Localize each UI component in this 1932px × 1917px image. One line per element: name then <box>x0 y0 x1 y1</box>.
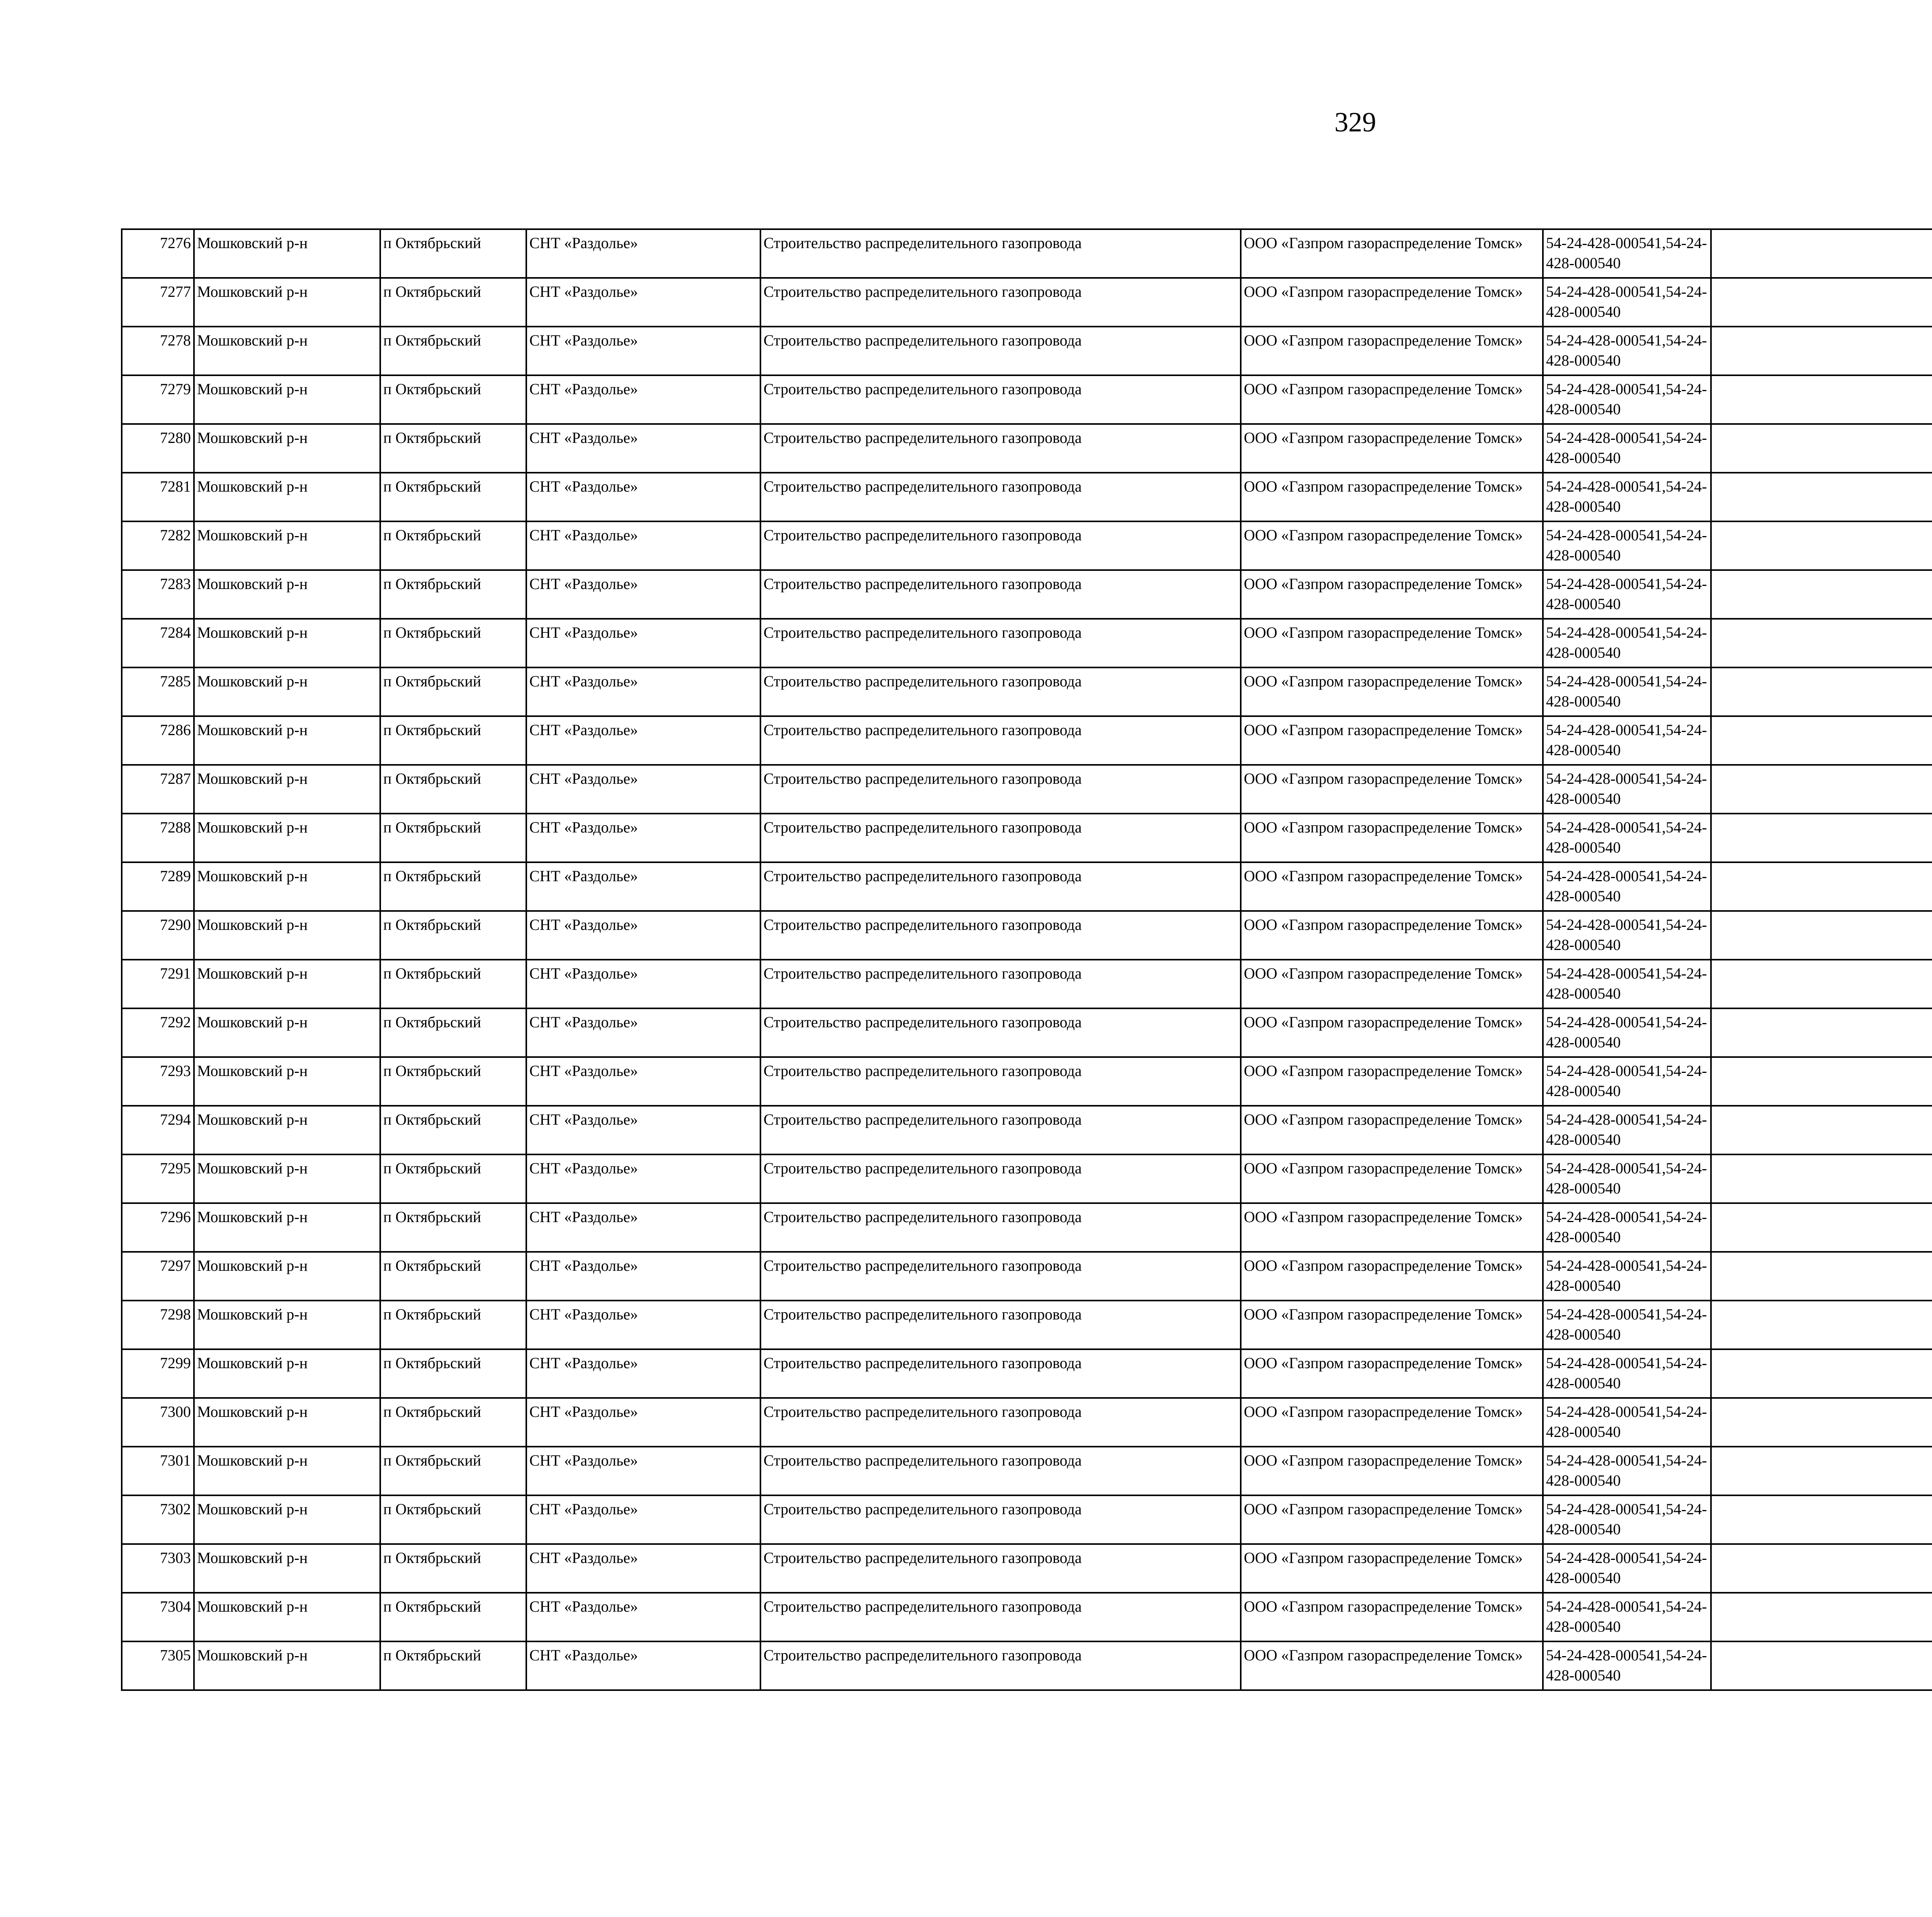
district-cell: Мошковский р-н <box>194 1301 380 1349</box>
extra-cell <box>1711 1154 1932 1203</box>
organization-cell: ООО «Газпром газораспределение Томск» <box>1241 1349 1543 1398</box>
row-number-cell: 7298 <box>122 1301 194 1349</box>
extra-cell <box>1711 716 1932 765</box>
settlement-cell: п Октябрьский <box>380 716 526 765</box>
work-type-cell: Строительство распределительного газопровода <box>760 862 1241 911</box>
row-number-cell: 7284 <box>122 619 194 667</box>
extra-cell <box>1711 473 1932 521</box>
work-type-cell: Строительство распределительного газопровода <box>760 229 1241 278</box>
snt-cell: СНТ «Раздолье» <box>526 1398 760 1447</box>
work-type-cell: Строительство распределительного газопровода <box>760 1593 1241 1641</box>
snt-cell: СНТ «Раздолье» <box>526 716 760 765</box>
organization-cell: ООО «Газпром газораспределение Томск» <box>1241 1593 1543 1641</box>
extra-cell <box>1711 229 1932 278</box>
organization-cell: ООО «Газпром газораспределение Томск» <box>1241 911 1543 960</box>
organization-cell: ООО «Газпром газораспределение Томск» <box>1241 1544 1543 1593</box>
row-number-cell: 7302 <box>122 1495 194 1544</box>
table-row <box>122 716 1932 765</box>
settlement-cell: п Октябрьский <box>380 960 526 1008</box>
row-number-cell: 7304 <box>122 1593 194 1641</box>
cadastral-code-cell: 54-24-428-000541,54-24-428-000540 <box>1543 229 1711 278</box>
district-cell: Мошковский р-н <box>194 375 380 424</box>
settlement-cell: п Октябрьский <box>380 1008 526 1057</box>
snt-cell: СНТ «Раздолье» <box>526 473 760 521</box>
snt-cell: СНТ «Раздолье» <box>526 667 760 716</box>
snt-cell: СНТ «Раздолье» <box>526 960 760 1008</box>
row-number-cell: 7278 <box>122 327 194 375</box>
row-number-cell: 7281 <box>122 473 194 521</box>
extra-cell <box>1711 1301 1932 1349</box>
organization-cell: ООО «Газпром газораспределение Томск» <box>1241 619 1543 667</box>
district-cell: Мошковский р-н <box>194 1057 380 1106</box>
district-cell: Мошковский р-н <box>194 862 380 911</box>
registry-table <box>121 228 1932 1691</box>
page-number: 329 <box>1334 107 1376 138</box>
work-type-cell: Строительство распределительного газопровода <box>760 1641 1241 1690</box>
table-body <box>122 229 1932 1690</box>
snt-cell: СНТ «Раздолье» <box>526 1641 760 1690</box>
row-number-cell: 7305 <box>122 1641 194 1690</box>
work-type-cell: Строительство распределительного газопровода <box>760 1008 1241 1057</box>
organization-cell: ООО «Газпром газораспределение Томск» <box>1241 716 1543 765</box>
cadastral-code-cell: 54-24-428-000541,54-24-428-000540 <box>1543 327 1711 375</box>
extra-cell <box>1711 960 1932 1008</box>
extra-cell <box>1711 1008 1932 1057</box>
table-row <box>122 278 1932 327</box>
organization-cell: ООО «Газпром газораспределение Томск» <box>1241 375 1543 424</box>
table-row <box>122 424 1932 473</box>
settlement-cell: п Октябрьский <box>380 1203 526 1252</box>
row-number-cell: 7290 <box>122 911 194 960</box>
row-number-cell: 7288 <box>122 814 194 862</box>
snt-cell: СНТ «Раздолье» <box>526 327 760 375</box>
cadastral-code-cell: 54-24-428-000541,54-24-428-000540 <box>1543 570 1711 619</box>
settlement-cell: п Октябрьский <box>380 1447 526 1495</box>
snt-cell: СНТ «Раздолье» <box>526 1203 760 1252</box>
table-row <box>122 619 1932 667</box>
extra-cell <box>1711 1203 1932 1252</box>
organization-cell: ООО «Газпром газораспределение Томск» <box>1241 570 1543 619</box>
work-type-cell: Строительство распределительного газопровода <box>760 911 1241 960</box>
cadastral-code-cell: 54-24-428-000541,54-24-428-000540 <box>1543 1154 1711 1203</box>
snt-cell: СНТ «Раздолье» <box>526 1593 760 1641</box>
settlement-cell: п Октябрьский <box>380 1252 526 1301</box>
cadastral-code-cell: 54-24-428-000541,54-24-428-000540 <box>1543 667 1711 716</box>
settlement-cell: п Октябрьский <box>380 229 526 278</box>
settlement-cell: п Октябрьский <box>380 521 526 570</box>
settlement-cell: п Октябрьский <box>380 1398 526 1447</box>
extra-cell <box>1711 1495 1932 1544</box>
organization-cell: ООО «Газпром газораспределение Томск» <box>1241 1203 1543 1252</box>
settlement-cell: п Октябрьский <box>380 1349 526 1398</box>
district-cell: Мошковский р-н <box>194 473 380 521</box>
organization-cell: ООО «Газпром газораспределение Томск» <box>1241 1641 1543 1690</box>
table-row <box>122 1398 1932 1447</box>
district-cell: Мошковский р-н <box>194 1641 380 1690</box>
snt-cell: СНТ «Раздолье» <box>526 862 760 911</box>
work-type-cell: Строительство распределительного газопровода <box>760 1154 1241 1203</box>
district-cell: Мошковский р-н <box>194 1593 380 1641</box>
work-type-cell: Строительство распределительного газопровода <box>760 1106 1241 1154</box>
cadastral-code-cell: 54-24-428-000541,54-24-428-000540 <box>1543 1008 1711 1057</box>
row-number-cell: 7295 <box>122 1154 194 1203</box>
cadastral-code-cell: 54-24-428-000541,54-24-428-000540 <box>1543 960 1711 1008</box>
snt-cell: СНТ «Раздолье» <box>526 229 760 278</box>
extra-cell <box>1711 862 1932 911</box>
organization-cell: ООО «Газпром газораспределение Томск» <box>1241 765 1543 814</box>
cadastral-code-cell: 54-24-428-000541,54-24-428-000540 <box>1543 1495 1711 1544</box>
row-number-cell: 7280 <box>122 424 194 473</box>
district-cell: Мошковский р-н <box>194 1252 380 1301</box>
table-row <box>122 375 1932 424</box>
settlement-cell: п Октябрьский <box>380 1301 526 1349</box>
settlement-cell: п Октябрьский <box>380 473 526 521</box>
settlement-cell: п Октябрьский <box>380 1593 526 1641</box>
row-number-cell: 7296 <box>122 1203 194 1252</box>
snt-cell: СНТ «Раздолье» <box>526 814 760 862</box>
cadastral-code-cell: 54-24-428-000541,54-24-428-000540 <box>1543 278 1711 327</box>
extra-cell <box>1711 424 1932 473</box>
organization-cell: ООО «Газпром газораспределение Томск» <box>1241 229 1543 278</box>
table-row <box>122 1252 1932 1301</box>
organization-cell: ООО «Газпром газораспределение Томск» <box>1241 862 1543 911</box>
extra-cell <box>1711 1593 1932 1641</box>
district-cell: Мошковский р-н <box>194 1154 380 1203</box>
extra-cell <box>1711 619 1932 667</box>
cadastral-code-cell: 54-24-428-000541,54-24-428-000540 <box>1543 1544 1711 1593</box>
row-number-cell: 7301 <box>122 1447 194 1495</box>
settlement-cell: п Октябрьский <box>380 1641 526 1690</box>
work-type-cell: Строительство распределительного газопровода <box>760 765 1241 814</box>
work-type-cell: Строительство распределительного газопровода <box>760 278 1241 327</box>
organization-cell: ООО «Газпром газораспределение Томск» <box>1241 473 1543 521</box>
snt-cell: СНТ «Раздолье» <box>526 1154 760 1203</box>
snt-cell: СНТ «Раздолье» <box>526 1252 760 1301</box>
district-cell: Мошковский р-н <box>194 521 380 570</box>
organization-cell: ООО «Газпром газораспределение Томск» <box>1241 1008 1543 1057</box>
cadastral-code-cell: 54-24-428-000541,54-24-428-000540 <box>1543 911 1711 960</box>
organization-cell: ООО «Газпром газораспределение Томск» <box>1241 1057 1543 1106</box>
settlement-cell: п Октябрьский <box>380 278 526 327</box>
district-cell: Мошковский р-н <box>194 1106 380 1154</box>
table-row <box>122 814 1932 862</box>
settlement-cell: п Октябрьский <box>380 375 526 424</box>
extra-cell <box>1711 327 1932 375</box>
extra-cell <box>1711 570 1932 619</box>
organization-cell: ООО «Газпром газораспределение Томск» <box>1241 424 1543 473</box>
work-type-cell: Строительство распределительного газопровода <box>760 1057 1241 1106</box>
cadastral-code-cell: 54-24-428-000541,54-24-428-000540 <box>1543 1641 1711 1690</box>
extra-cell <box>1711 765 1932 814</box>
table-row <box>122 1495 1932 1544</box>
row-number-cell: 7297 <box>122 1252 194 1301</box>
work-type-cell: Строительство распределительного газопровода <box>760 1447 1241 1495</box>
extra-cell <box>1711 375 1932 424</box>
table-row <box>122 1544 1932 1593</box>
table-row <box>122 1641 1932 1690</box>
row-number-cell: 7299 <box>122 1349 194 1398</box>
district-cell: Мошковский р-н <box>194 1203 380 1252</box>
snt-cell: СНТ «Раздолье» <box>526 521 760 570</box>
row-number-cell: 7289 <box>122 862 194 911</box>
cadastral-code-cell: 54-24-428-000541,54-24-428-000540 <box>1543 521 1711 570</box>
settlement-cell: п Октябрьский <box>380 814 526 862</box>
table-row <box>122 960 1932 1008</box>
district-cell: Мошковский р-н <box>194 960 380 1008</box>
district-cell: Мошковский р-н <box>194 424 380 473</box>
settlement-cell: п Октябрьский <box>380 1544 526 1593</box>
row-number-cell: 7293 <box>122 1057 194 1106</box>
snt-cell: СНТ «Раздолье» <box>526 619 760 667</box>
table-row <box>122 1447 1932 1495</box>
settlement-cell: п Октябрьский <box>380 327 526 375</box>
row-number-cell: 7283 <box>122 570 194 619</box>
table-row <box>122 1349 1932 1398</box>
table-row <box>122 1057 1932 1106</box>
organization-cell: ООО «Газпром газораспределение Томск» <box>1241 1301 1543 1349</box>
cadastral-code-cell: 54-24-428-000541,54-24-428-000540 <box>1543 1447 1711 1495</box>
district-cell: Мошковский р-н <box>194 765 380 814</box>
organization-cell: ООО «Газпром газораспределение Томск» <box>1241 1495 1543 1544</box>
district-cell: Мошковский р-н <box>194 619 380 667</box>
row-number-cell: 7276 <box>122 229 194 278</box>
district-cell: Мошковский р-н <box>194 1544 380 1593</box>
snt-cell: СНТ «Раздолье» <box>526 1495 760 1544</box>
cadastral-code-cell: 54-24-428-000541,54-24-428-000540 <box>1543 1057 1711 1106</box>
cadastral-code-cell: 54-24-428-000541,54-24-428-000540 <box>1543 473 1711 521</box>
cadastral-code-cell: 54-24-428-000541,54-24-428-000540 <box>1543 1349 1711 1398</box>
district-cell: Мошковский р-н <box>194 667 380 716</box>
table-row <box>122 765 1932 814</box>
work-type-cell: Строительство распределительного газопровода <box>760 814 1241 862</box>
snt-cell: СНТ «Раздолье» <box>526 570 760 619</box>
table-row <box>122 1106 1932 1154</box>
snt-cell: СНТ «Раздолье» <box>526 1447 760 1495</box>
row-number-cell: 7294 <box>122 1106 194 1154</box>
work-type-cell: Строительство распределительного газопровода <box>760 1398 1241 1447</box>
district-cell: Мошковский р-н <box>194 1398 380 1447</box>
row-number-cell: 7300 <box>122 1398 194 1447</box>
settlement-cell: п Октябрьский <box>380 570 526 619</box>
district-cell: Мошковский р-н <box>194 570 380 619</box>
table-row <box>122 570 1932 619</box>
settlement-cell: п Октябрьский <box>380 1057 526 1106</box>
organization-cell: ООО «Газпром газораспределение Томск» <box>1241 278 1543 327</box>
district-cell: Мошковский р-н <box>194 1008 380 1057</box>
district-cell: Мошковский р-н <box>194 814 380 862</box>
snt-cell: СНТ «Раздолье» <box>526 765 760 814</box>
work-type-cell: Строительство распределительного газопровода <box>760 1495 1241 1544</box>
organization-cell: ООО «Газпром газораспределение Томск» <box>1241 814 1543 862</box>
snt-cell: СНТ «Раздолье» <box>526 1544 760 1593</box>
work-type-cell: Строительство распределительного газопровода <box>760 667 1241 716</box>
cadastral-code-cell: 54-24-428-000541,54-24-428-000540 <box>1543 1398 1711 1447</box>
snt-cell: СНТ «Раздолье» <box>526 424 760 473</box>
organization-cell: ООО «Газпром газораспределение Томск» <box>1241 327 1543 375</box>
work-type-cell: Строительство распределительного газопровода <box>760 619 1241 667</box>
organization-cell: ООО «Газпром газораспределение Томск» <box>1241 1106 1543 1154</box>
work-type-cell: Строительство распределительного газопровода <box>760 1252 1241 1301</box>
work-type-cell: Строительство распределительного газопровода <box>760 1349 1241 1398</box>
work-type-cell: Строительство распределительного газопровода <box>760 1544 1241 1593</box>
settlement-cell: п Октябрьский <box>380 1106 526 1154</box>
cadastral-code-cell: 54-24-428-000541,54-24-428-000540 <box>1543 1301 1711 1349</box>
district-cell: Мошковский р-н <box>194 1447 380 1495</box>
snt-cell: СНТ «Раздолье» <box>526 1008 760 1057</box>
snt-cell: СНТ «Раздолье» <box>526 1349 760 1398</box>
table-row <box>122 862 1932 911</box>
extra-cell <box>1711 1398 1932 1447</box>
district-cell: Мошковский р-н <box>194 229 380 278</box>
row-number-cell: 7277 <box>122 278 194 327</box>
settlement-cell: п Октябрьский <box>380 424 526 473</box>
row-number-cell: 7279 <box>122 375 194 424</box>
row-number-cell: 7287 <box>122 765 194 814</box>
snt-cell: СНТ «Раздолье» <box>526 911 760 960</box>
row-number-cell: 7282 <box>122 521 194 570</box>
extra-cell <box>1711 1106 1932 1154</box>
organization-cell: ООО «Газпром газораспределение Томск» <box>1241 1252 1543 1301</box>
settlement-cell: п Октябрьский <box>380 667 526 716</box>
row-number-cell: 7291 <box>122 960 194 1008</box>
district-cell: Мошковский р-н <box>194 1495 380 1544</box>
table-row <box>122 229 1932 278</box>
extra-cell <box>1711 1057 1932 1106</box>
organization-cell: ООО «Газпром газораспределение Томск» <box>1241 1154 1543 1203</box>
table-row <box>122 1301 1932 1349</box>
extra-cell <box>1711 667 1932 716</box>
organization-cell: ООО «Газпром газораспределение Томск» <box>1241 960 1543 1008</box>
cadastral-code-cell: 54-24-428-000541,54-24-428-000540 <box>1543 765 1711 814</box>
extra-cell <box>1711 521 1932 570</box>
district-cell: Мошковский р-н <box>194 716 380 765</box>
extra-cell <box>1711 911 1932 960</box>
district-cell: Мошковский р-н <box>194 278 380 327</box>
work-type-cell: Строительство распределительного газопровода <box>760 521 1241 570</box>
cadastral-code-cell: 54-24-428-000541,54-24-428-000540 <box>1543 619 1711 667</box>
work-type-cell: Строительство распределительного газопровода <box>760 473 1241 521</box>
cadastral-code-cell: 54-24-428-000541,54-24-428-000540 <box>1543 1106 1711 1154</box>
extra-cell <box>1711 278 1932 327</box>
cadastral-code-cell: 54-24-428-000541,54-24-428-000540 <box>1543 424 1711 473</box>
snt-cell: СНТ «Раздолье» <box>526 1057 760 1106</box>
work-type-cell: Строительство распределительного газопровода <box>760 1301 1241 1349</box>
extra-cell <box>1711 814 1932 862</box>
extra-cell <box>1711 1544 1932 1593</box>
work-type-cell: Строительство распределительного газопровода <box>760 327 1241 375</box>
organization-cell: ООО «Газпром газораспределение Томск» <box>1241 667 1543 716</box>
table-row <box>122 521 1932 570</box>
table-row <box>122 1154 1932 1203</box>
table-row <box>122 327 1932 375</box>
table-row <box>122 911 1932 960</box>
row-number-cell: 7303 <box>122 1544 194 1593</box>
settlement-cell: п Октябрьский <box>380 619 526 667</box>
extra-cell <box>1711 1641 1932 1690</box>
cadastral-code-cell: 54-24-428-000541,54-24-428-000540 <box>1543 375 1711 424</box>
table-row <box>122 1593 1932 1641</box>
settlement-cell: п Октябрьский <box>380 1495 526 1544</box>
cadastral-code-cell: 54-24-428-000541,54-24-428-000540 <box>1543 716 1711 765</box>
table-row <box>122 667 1932 716</box>
organization-cell: ООО «Газпром газораспределение Томск» <box>1241 1447 1543 1495</box>
snt-cell: СНТ «Раздолье» <box>526 1301 760 1349</box>
work-type-cell: Строительство распределительного газопровода <box>760 960 1241 1008</box>
row-number-cell: 7292 <box>122 1008 194 1057</box>
cadastral-code-cell: 54-24-428-000541,54-24-428-000540 <box>1543 814 1711 862</box>
extra-cell <box>1711 1349 1932 1398</box>
row-number-cell: 7285 <box>122 667 194 716</box>
organization-cell: ООО «Газпром газораспределение Томск» <box>1241 1398 1543 1447</box>
cadastral-code-cell: 54-24-428-000541,54-24-428-000540 <box>1543 1252 1711 1301</box>
settlement-cell: п Октябрьский <box>380 765 526 814</box>
extra-cell <box>1711 1252 1932 1301</box>
table-row <box>122 1008 1932 1057</box>
settlement-cell: п Октябрьский <box>380 862 526 911</box>
settlement-cell: п Октябрьский <box>380 911 526 960</box>
snt-cell: СНТ «Раздолье» <box>526 278 760 327</box>
district-cell: Мошковский р-н <box>194 911 380 960</box>
snt-cell: СНТ «Раздолье» <box>526 1106 760 1154</box>
work-type-cell: Строительство распределительного газопровода <box>760 570 1241 619</box>
work-type-cell: Строительство распределительного газопровода <box>760 375 1241 424</box>
settlement-cell: п Октябрьский <box>380 1154 526 1203</box>
table-row <box>122 1203 1932 1252</box>
extra-cell <box>1711 1447 1932 1495</box>
cadastral-code-cell: 54-24-428-000541,54-24-428-000540 <box>1543 1593 1711 1641</box>
district-cell: Мошковский р-н <box>194 327 380 375</box>
cadastral-code-cell: 54-24-428-000541,54-24-428-000540 <box>1543 862 1711 911</box>
work-type-cell: Строительство распределительного газопровода <box>760 424 1241 473</box>
work-type-cell: Строительство распределительного газопровода <box>760 716 1241 765</box>
snt-cell: СНТ «Раздолье» <box>526 375 760 424</box>
cadastral-code-cell: 54-24-428-000541,54-24-428-000540 <box>1543 1203 1711 1252</box>
row-number-cell: 7286 <box>122 716 194 765</box>
organization-cell: ООО «Газпром газораспределение Томск» <box>1241 521 1543 570</box>
work-type-cell: Строительство распределительного газопровода <box>760 1203 1241 1252</box>
table-row <box>122 473 1932 521</box>
district-cell: Мошковский р-н <box>194 1349 380 1398</box>
